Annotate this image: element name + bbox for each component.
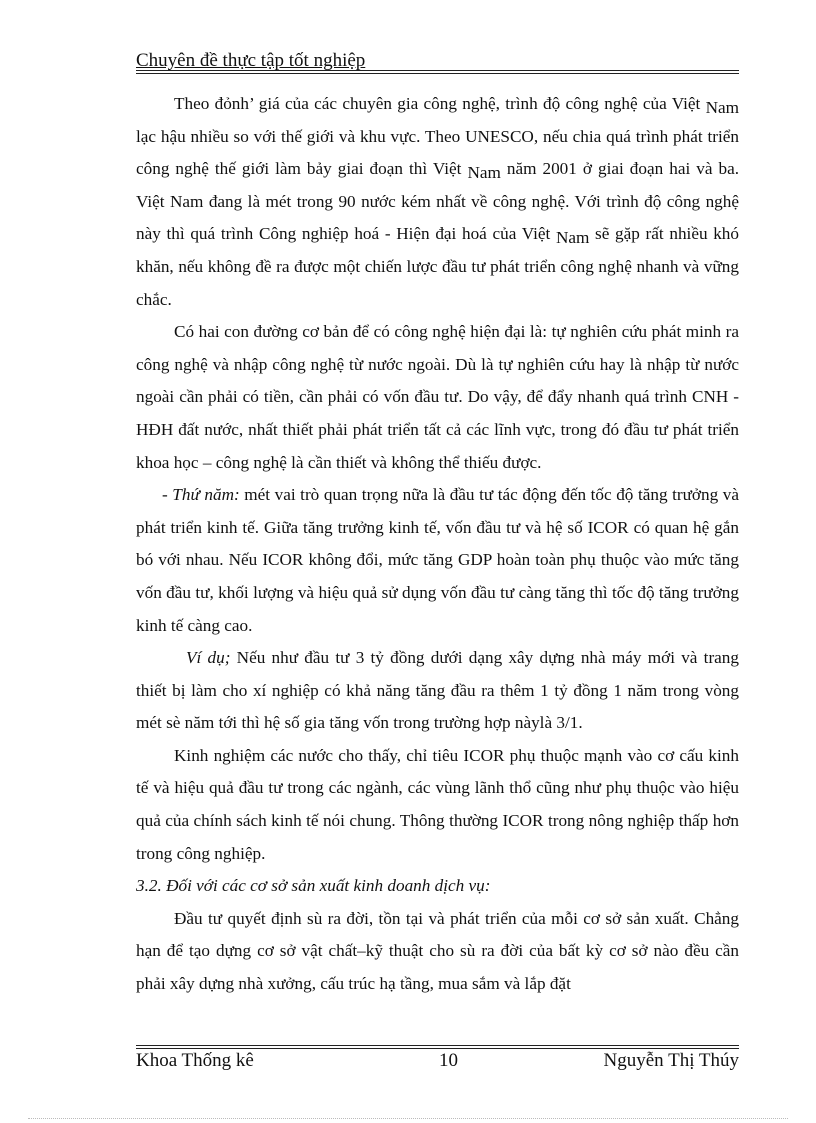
p1-nam-3: Nam (555, 228, 590, 248)
paragraph-6: Đầu tư quyết định sù ra đời, tồn tại và phát triển của mỗi cơ sở sản xuất. Chẳng hạn để tạo dựng cơ sở vật chất–kỹ thuật cho sù ra đời của bất kỳ cơ sở nào đều cần phải xây dựng nhà xưởng, cấu trúc hạ tầng, mua sắm và lắp đặt (136, 908, 739, 994)
p3-text: mét vai trò quan trọng nữa là đầu tư tác động đến tốc độ tăng trưởng và phát triển kinh tế. Giữa tăng trưởng kinh tế, vốn đầu tư và hệ số ICOR có quan hệ gắn bó với nhau. Nếu ICOR không đổi, mức tăng GDP hoàn toàn phụ thuộc vào mức tăng vốn đầu tư, khối lượng và hiệu quả sử dụng vốn đầu tư càng tăng thì tốc độ tăng trưởng kinh tế càng cao. (136, 485, 739, 635)
paragraph-5: Kinh nghiệm các nước cho thấy, chỉ tiêu ICOR phụ thuộc mạnh vào cơ cấu kinh tế và hiệu quả đầu tư trong các ngành, các vùng lãnh thổ cũng như phụ thuộc vào hiệu quả của chính sách kinh tế nói chung. Thông thường ICOR trong nông nghiệp thấp hơn trong công nghiệp. (136, 745, 739, 863)
paragraph-3 (136, 479, 739, 642)
p4-text: Nếu như đầu tư 3 tỷ đồng dưới dạng xây dựng nhà máy mới và trang thiết bị làm cho xí nghiệp có khả năng tăng đầu ra thêm 1 tỷ đồng 1 năm trong vòng mét sè năm tới thì hệ số gia tăng vốn trong trường hợp nàylà 3/1. (136, 648, 739, 733)
page-footer (136, 1050, 739, 1080)
footer-page-number: 10 (439, 1050, 458, 1071)
p1-nam-1: Nam (705, 98, 739, 117)
paragraph-4 (136, 642, 739, 740)
page-edge-dotted-line (28, 1118, 788, 1119)
footer-author: Nguyễn Thị Thúy (603, 1050, 739, 1071)
p1-nam-2: Nam (467, 163, 501, 183)
p1-text-d: năm 2001 ở giai đoạn hai và ba. Việt Nam đang là mét trong 90 nước kém nhất về công nghệ. Với trình độ công nghệ này thì quá trình Công nghiệp hoá - Hiện đại hoá của Việt (136, 159, 740, 244)
paragraph-1 (136, 88, 739, 316)
p1-unesco: UNESCO (465, 126, 534, 146)
p1-text-c: , nếu chia quá trình phát triển công nghệ thế giới làm bảy giai đoạn thì Việt (136, 126, 739, 179)
p4-lead: Ví dụ; (186, 648, 231, 668)
section-heading: 3.2. Đối với các cơ sở sản xuất kinh doanh dịch vụ: (136, 876, 491, 896)
paragraph-2: Có hai con đường cơ bản để có công nghệ hiện đại là: tự nghiên cứu phát minh ra công nghệ và nhập công nghệ từ nước ngoài. Dù là tự nghiên cứu hay là nhập từ nước ngoài cần phải có tiền, cần phải có vốn đầu tư. Do vậy, để đẩy nhanh quá trình CNH - HĐH đất nước, nhất thiết phải phát triển tất cả các lĩnh vực, trong đó đầu tư phát triển khoa học – công nghệ là cần thiết và không thể thiếu được. (136, 322, 739, 472)
p1-text-a: Theo đỏnh’ giá của các chuyên gia công nghệ, trình độ công nghệ của Việt (174, 94, 706, 113)
footer-rule-bottom (136, 1048, 739, 1049)
p1-text-b: lạc hậu nhiều so với thế giới và khu vực. Theo (136, 126, 466, 146)
footer-rule-top (136, 1045, 739, 1046)
footer-department: Khoa Thống kê (136, 1050, 254, 1071)
page-header-title: Chuyên đề thực tập tốt nghiệp (136, 50, 366, 71)
header-rule-bottom (136, 73, 739, 74)
header-rule-top (136, 70, 739, 71)
document-body (136, 88, 739, 1001)
p3-lead: - Thứ năm: (162, 485, 240, 505)
p1-text-e: sẽ gặp rất nhiều khó khăn, nếu không đề ra được một chiến lược đầu tư phát triển công nghệ nhanh và vững chắc. (136, 224, 739, 309)
